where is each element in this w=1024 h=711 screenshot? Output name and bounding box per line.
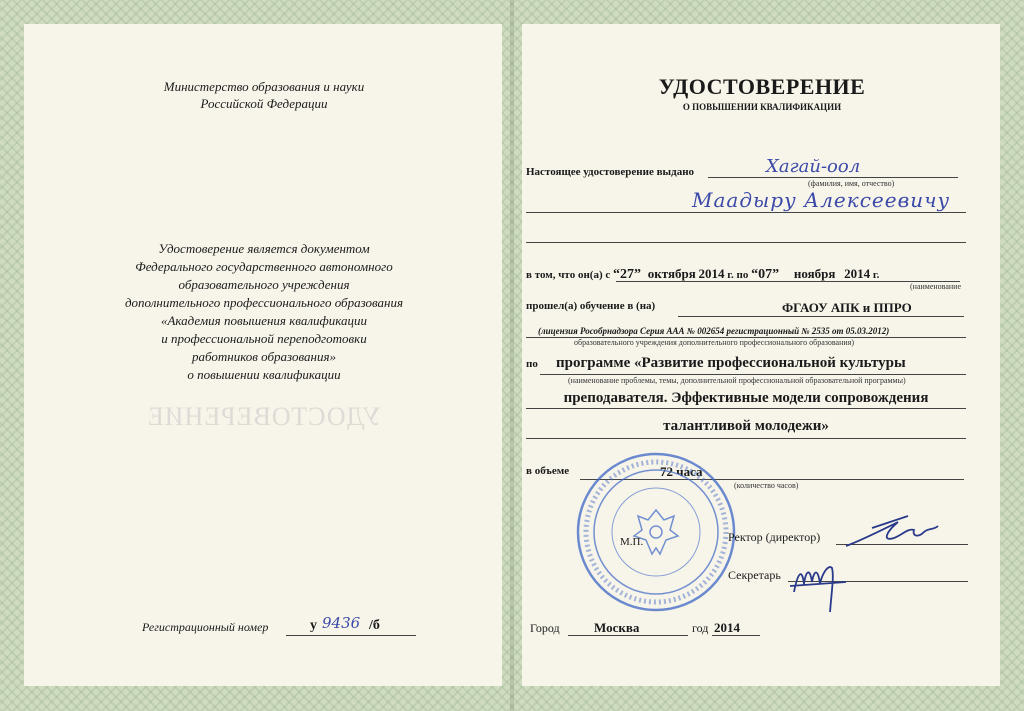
city-value: Москва [594, 620, 640, 635]
ministry-line-2: Российской Федерации [200, 96, 328, 111]
institution-hint: образовательного учреждения дополнительного профессионального образования) [574, 338, 854, 347]
program-label: по [526, 358, 538, 370]
month-from: октября [647, 266, 696, 281]
period-end: г. [872, 269, 880, 281]
day-from: 27 [620, 267, 634, 282]
year-from: 2014 [698, 266, 725, 281]
surname-handwritten: Хагай-оол [766, 156, 861, 177]
reg-number-label: Регистрационный номер [142, 620, 269, 634]
program-line-2: преподавателя. Эффективные модели сопровождения [563, 390, 929, 406]
program-line-1-underline [540, 374, 966, 375]
description-block [64, 240, 464, 384]
issued-label: Настоящее удостоверение выдано [526, 166, 695, 178]
reg-prefix: у [310, 618, 317, 633]
reg-suffix: /б [369, 618, 380, 633]
description-line: «Академия повышения квалификации [160, 313, 368, 328]
mp-label: М.П. [620, 536, 644, 548]
quote-open: “ [613, 267, 620, 282]
page-fold [510, 0, 514, 711]
trained-label: прошел(а) обучение в (на) [526, 300, 656, 312]
blank-line [526, 242, 966, 243]
secretary-signature [788, 552, 878, 616]
volume-value: 72 часа [660, 464, 703, 479]
right-page [522, 24, 1000, 686]
description-line: образовательного учреждения [178, 277, 350, 292]
fio-hint: (фамилия, имя, отчество) [808, 179, 895, 188]
given-names-line [526, 212, 966, 213]
city-label: Город [530, 621, 560, 635]
ministry-line-1: Министерство образования и науки [163, 79, 365, 94]
description-line: и профессиональной переподготовки [161, 331, 367, 346]
program-line-3-underline [526, 438, 966, 439]
rector-signature [842, 508, 942, 552]
certificate-subtitle: О ПОВЫШЕНИИ КВАЛИФИКАЦИИ [682, 102, 842, 112]
description-line: дополнительного профессионального образования [124, 295, 404, 310]
description-line: Удостоверение является документом [158, 241, 370, 256]
surname-line [708, 177, 958, 178]
volume-label: в объеме [526, 465, 570, 477]
institution-name: ФГАОУ АПК и ППРО [782, 300, 912, 315]
secretary-label: Секретарь [728, 568, 781, 582]
quote-close: ” [772, 267, 780, 282]
description-line: Федерального государственного автономного [135, 259, 393, 274]
year-value: 2014 [714, 620, 740, 635]
left-page [24, 24, 502, 686]
day-to: 07 [758, 267, 773, 282]
quote-close: ” [634, 267, 641, 282]
description-line: о повышении квалификации [187, 367, 341, 382]
period-line [616, 281, 960, 282]
period-mid: г. по [727, 269, 749, 281]
program-line-1: программе «Развитие профессиональной культуры [556, 355, 906, 371]
official-stamp [574, 450, 738, 614]
program-line-3: талантливой молодежи» [663, 418, 829, 434]
name-hint: (наименование [910, 282, 962, 291]
quote-open: “ [751, 267, 759, 282]
given-names-handwritten: Маадыру Алексеевичу [692, 188, 951, 212]
institution-line [678, 316, 964, 317]
program-hint: (наименование проблемы, темы, дополнительной профессиональной образовательной программы) [568, 376, 906, 385]
year-label: год [692, 621, 709, 635]
rector-label: Ректор (директор) [728, 530, 821, 544]
license-text: (лицензия Рособрнадзора Серия ААА № 002654 регистрационный № 2535 от 05.03.2012) [538, 326, 890, 336]
mirrored-title-watermark: УДОСТОВЕРЕНИЕ [146, 402, 382, 431]
ministry-block [84, 78, 444, 112]
certificate-title: УДОСТОВЕРЕНИЕ [658, 74, 866, 99]
reg-number-line [286, 635, 416, 636]
program-line-2-underline [526, 408, 966, 409]
month-to: ноября [793, 266, 836, 281]
volume-hint: (количество часов) [734, 481, 799, 490]
reg-number-handwritten: 9436 [322, 614, 361, 632]
year-to: 2014 [844, 266, 871, 281]
description-line: работников образования» [192, 349, 336, 364]
period-prefix: в том, что он(а) с [526, 269, 611, 281]
